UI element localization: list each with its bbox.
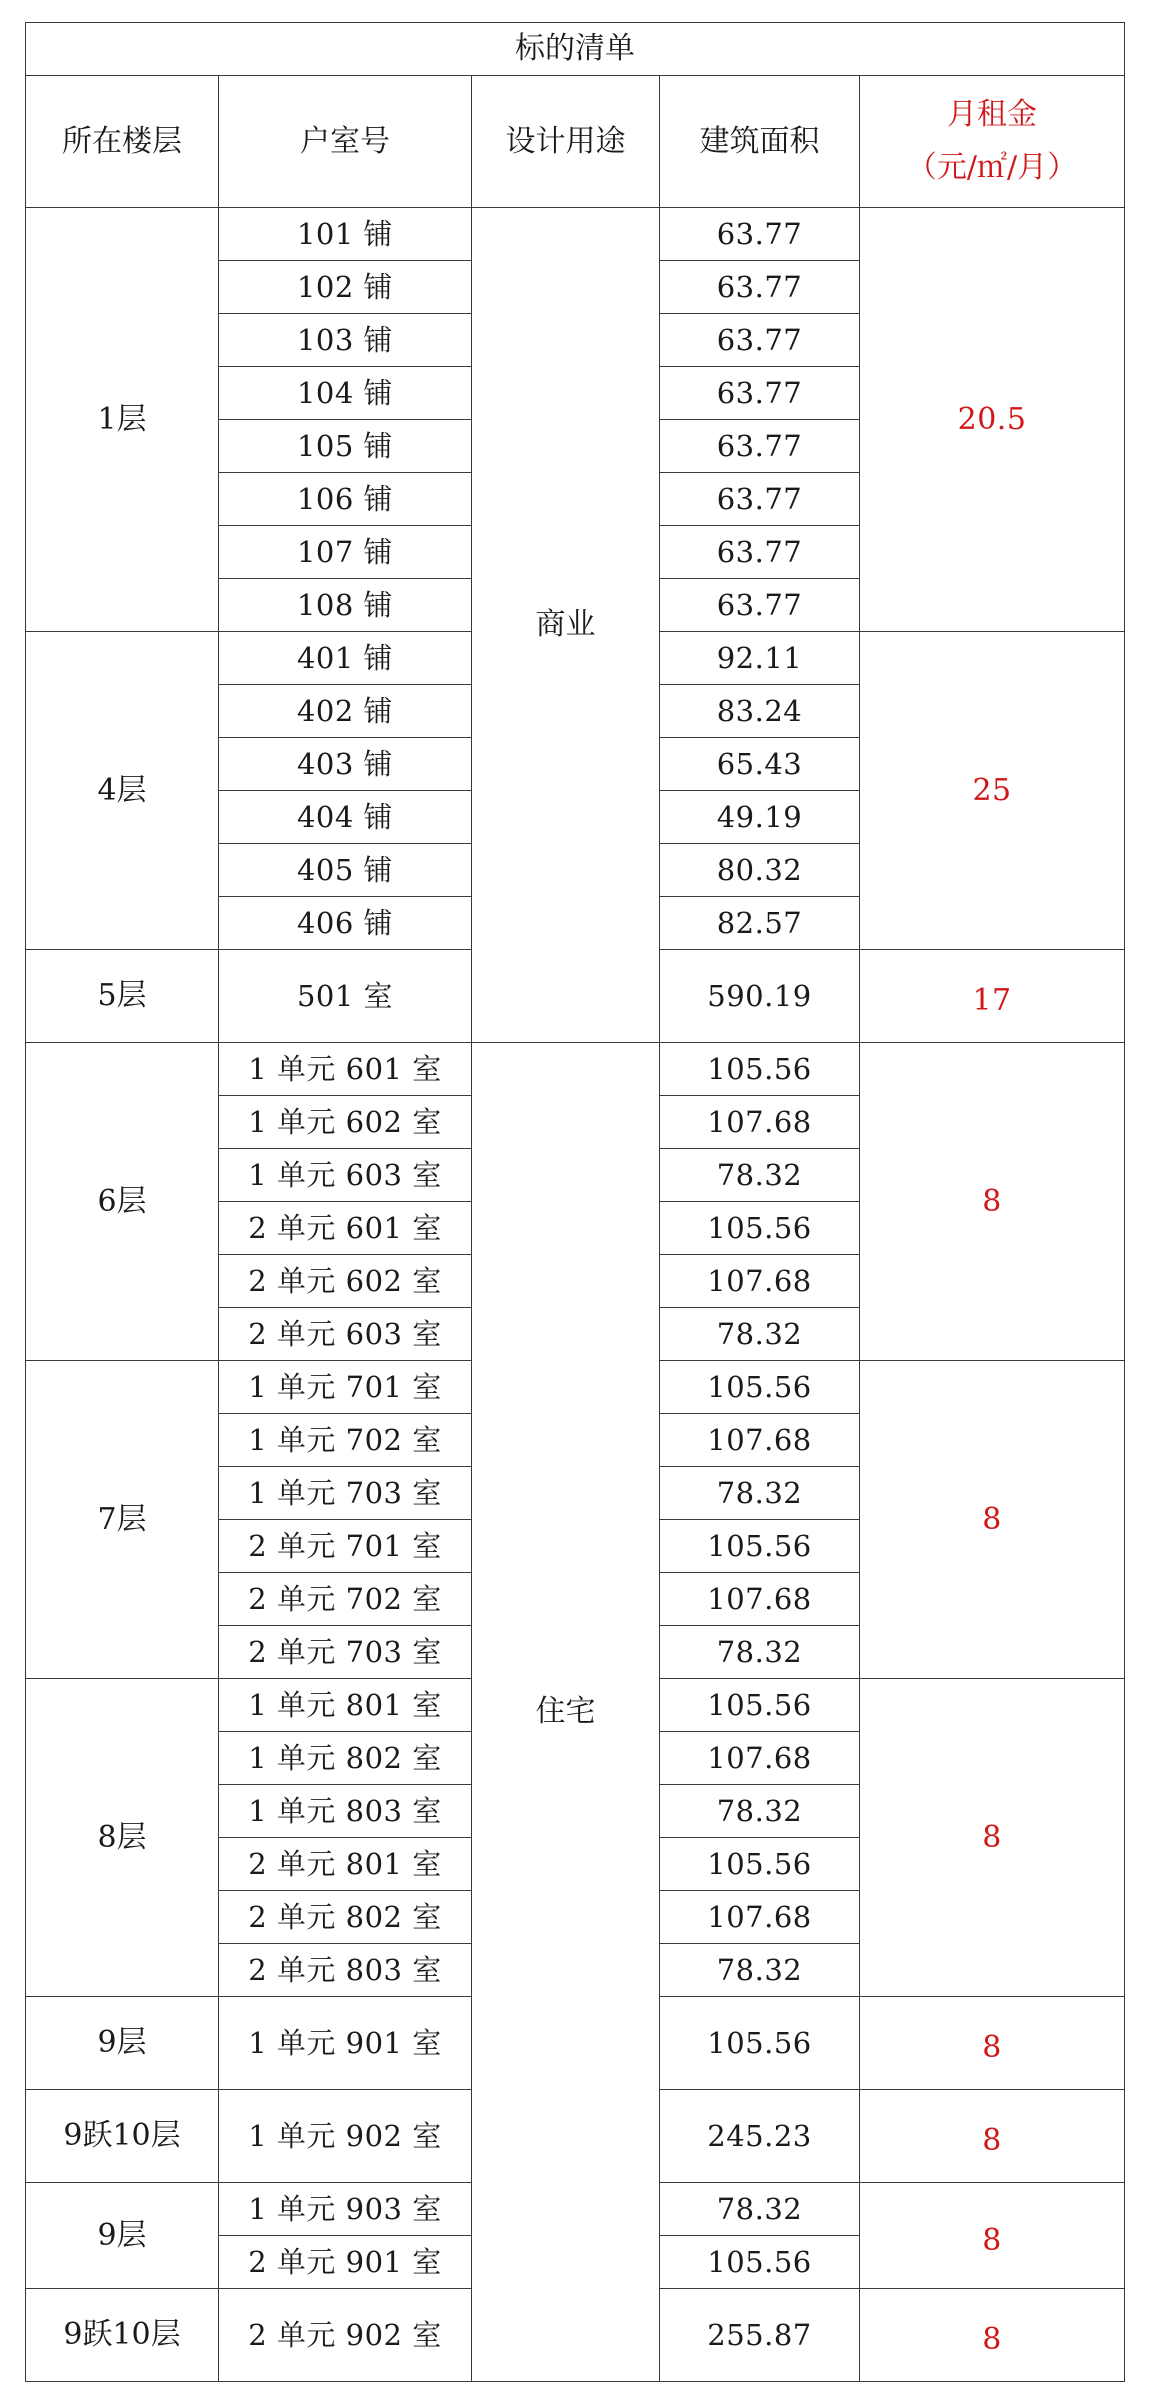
area-cell: 49.19 [660,791,860,844]
header-rent-line1: 月租金 [947,97,1038,132]
room-cell: 2 单元 603 室 [219,1308,472,1361]
rent-cell: 8 [860,2289,1125,2382]
room-cell: 1 单元 702 室 [219,1414,472,1467]
floor-cell: 9层 [26,2183,219,2289]
room-cell: 1 单元 703 室 [219,1467,472,1520]
area-cell: 105.56 [660,1361,860,1414]
room-cell: 406 铺 [219,897,472,950]
area-cell: 63.77 [660,261,860,314]
title-row [26,23,1125,76]
rent-cell: 8 [860,2090,1125,2183]
area-cell: 107.68 [660,1573,860,1626]
room-cell: 1 单元 602 室 [219,1096,472,1149]
room-cell: 2 单元 801 室 [219,1838,472,1891]
header-floor: 所在楼层 [26,76,219,208]
area-cell: 590.19 [660,950,860,1043]
rent-cell: 8 [860,1679,1125,1997]
use-residential: 住宅 [472,1043,660,2382]
area-cell: 105.56 [660,1043,860,1096]
room-cell: 2 单元 703 室 [219,1626,472,1679]
room-cell: 103 铺 [219,314,472,367]
room-cell: 2 单元 802 室 [219,1891,472,1944]
area-cell: 92.11 [660,632,860,685]
area-cell: 63.77 [660,208,860,261]
area-cell: 107.68 [660,1732,860,1785]
floor-cell: 8层 [26,1679,219,1997]
rent-cell: 8 [860,1361,1125,1679]
room-cell: 403 铺 [219,738,472,791]
room-cell: 405 铺 [219,844,472,897]
area-cell: 78.32 [660,1944,860,1997]
area-cell: 105.56 [660,1838,860,1891]
area-cell: 65.43 [660,738,860,791]
room-cell: 2 单元 602 室 [219,1255,472,1308]
room-cell: 102 铺 [219,261,472,314]
room-cell: 401 铺 [219,632,472,685]
area-cell: 78.32 [660,1785,860,1838]
area-cell: 78.32 [660,1467,860,1520]
room-cell: 402 铺 [219,685,472,738]
area-cell: 78.32 [660,1149,860,1202]
table-row [26,208,1125,261]
header-row [26,76,1125,208]
floor-cell: 1层 [26,208,219,632]
room-cell: 1 单元 801 室 [219,1679,472,1732]
listing-sheet [25,22,1124,2382]
room-cell: 106 铺 [219,473,472,526]
area-cell: 78.32 [660,1626,860,1679]
floor-cell: 9跃10层 [26,2090,219,2183]
table-title: 标的清单 [26,23,1125,76]
area-cell: 245.23 [660,2090,860,2183]
floor-cell: 9层 [26,1997,219,2090]
header-area: 建筑面积 [660,76,860,208]
room-cell: 1 单元 901 室 [219,1997,472,2090]
table-body [26,208,1125,2382]
area-cell: 255.87 [660,2289,860,2382]
room-cell: 105 铺 [219,420,472,473]
rent-cell: 8 [860,1997,1125,2090]
room-cell: 2 单元 902 室 [219,2289,472,2382]
room-cell: 1 单元 903 室 [219,2183,472,2236]
area-cell: 105.56 [660,1679,860,1732]
rent-cell: 8 [860,1043,1125,1361]
header-rent-line2: （元/㎡/月） [906,149,1078,185]
area-cell: 78.32 [660,2183,860,2236]
header-room: 户室号 [219,76,472,208]
area-cell: 107.68 [660,1414,860,1467]
floor-cell: 5层 [26,950,219,1043]
room-cell: 1 单元 603 室 [219,1149,472,1202]
header-rent [860,76,1125,208]
room-cell: 1 单元 802 室 [219,1732,472,1785]
area-cell: 105.56 [660,1520,860,1573]
table-row [26,1043,1125,1096]
floor-cell: 6层 [26,1043,219,1361]
area-cell: 83.24 [660,685,860,738]
area-cell: 63.77 [660,526,860,579]
room-cell: 2 单元 702 室 [219,1573,472,1626]
room-cell: 1 单元 803 室 [219,1785,472,1838]
area-cell: 63.77 [660,579,860,632]
header-use: 设计用途 [472,76,660,208]
area-cell: 63.77 [660,314,860,367]
area-cell: 105.56 [660,1997,860,2090]
room-cell: 107 铺 [219,526,472,579]
listing-table [25,22,1125,2382]
rent-cell: 20.5 [860,208,1125,632]
use-commercial: 商业 [472,208,660,1043]
floor-cell: 9跃10层 [26,2289,219,2382]
area-cell: 105.56 [660,1202,860,1255]
rent-cell: 17 [860,950,1125,1043]
room-cell: 1 单元 701 室 [219,1361,472,1414]
area-cell: 63.77 [660,420,860,473]
area-cell: 78.32 [660,1308,860,1361]
area-cell: 105.56 [660,2236,860,2289]
area-cell: 107.68 [660,1255,860,1308]
room-cell: 1 单元 902 室 [219,2090,472,2183]
rent-cell: 8 [860,2183,1125,2289]
rent-cell: 25 [860,632,1125,950]
room-cell: 2 单元 901 室 [219,2236,472,2289]
area-cell: 80.32 [660,844,860,897]
room-cell: 2 单元 701 室 [219,1520,472,1573]
area-cell: 82.57 [660,897,860,950]
room-cell: 101 铺 [219,208,472,261]
area-cell: 107.68 [660,1096,860,1149]
area-cell: 63.77 [660,367,860,420]
room-cell: 404 铺 [219,791,472,844]
room-cell: 108 铺 [219,579,472,632]
area-cell: 107.68 [660,1891,860,1944]
floor-cell: 7层 [26,1361,219,1679]
room-cell: 2 单元 601 室 [219,1202,472,1255]
room-cell: 501 室 [219,950,472,1043]
room-cell: 1 单元 601 室 [219,1043,472,1096]
area-cell: 63.77 [660,473,860,526]
room-cell: 104 铺 [219,367,472,420]
room-cell: 2 单元 803 室 [219,1944,472,1997]
floor-cell: 4层 [26,632,219,950]
